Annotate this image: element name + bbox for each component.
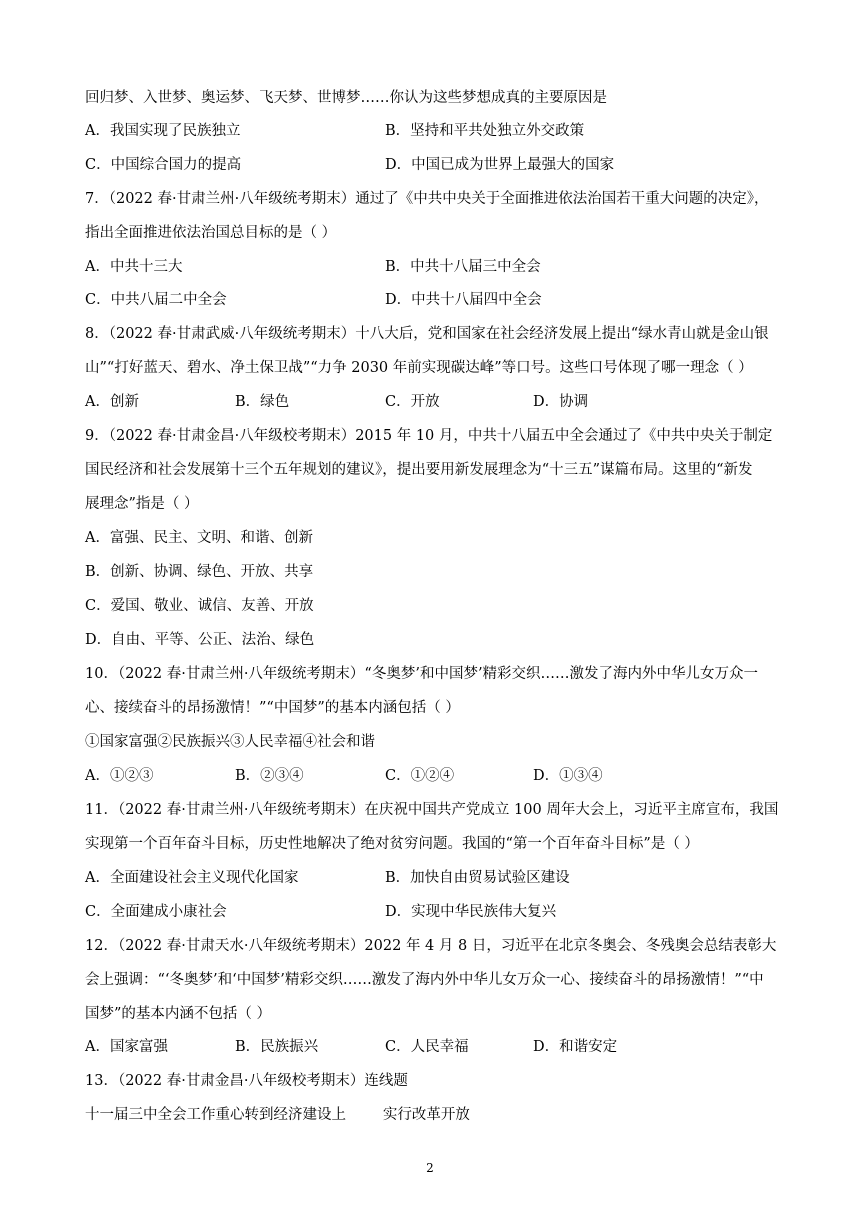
question-8-stem-line2: 山”“打好蓝天、碧水、净土保卫战”“力争 2030 年前实现碳达峰”等口号。这些口号体现了哪一理念（ ） (85, 360, 753, 376)
question-13-matching-row: 十一届三中全会工作重心转到经济建设上 实行改革开放 (85, 1107, 470, 1123)
q11-option-a: A．全面建设社会主义现代化国家 (85, 870, 299, 886)
q8-option-d: D．协调 (533, 394, 589, 410)
q12-option-a: A．国家富强 (85, 1039, 168, 1055)
q12-option-b: B．民族振兴 (235, 1039, 319, 1055)
q9-option-c: C．爱国、敬业、诚信、友善、开放 (85, 598, 314, 614)
q11-option-c: C．全面建成小康社会 (85, 904, 227, 920)
q11-option-b: B．加快自由贸易试验区建设 (385, 870, 570, 886)
q10-option-b: B．②③④ (235, 768, 304, 784)
question-10-stem-line3: ①国家富强②民族振兴③人民幸福④社会和谐 (85, 734, 375, 750)
q6-option-c: C．中国综合国力的提高 (85, 157, 242, 173)
q10-option-d: D．①③④ (533, 768, 603, 784)
question-7-stem-line2: 指出全面推进依法治国总目标的是（ ） (85, 225, 337, 241)
q8-option-b: B．绿色 (235, 394, 290, 410)
question-6-stem: 回归梦、入世梦、奥运梦、飞天梦、世博梦……你认为这些梦想成真的主要原因是 (85, 90, 607, 106)
question-11-stem-line2: 实现第一个百年奋斗目标，历史性地解决了绝对贫穷问题。我国的“第一个百年奋斗目标”是（ ） (85, 836, 699, 852)
q6-option-d: D．中国已成为世界上最强大的国家 (385, 157, 615, 173)
q9-option-a: A．富强、民主、文明、和谐、创新 (85, 530, 313, 546)
question-9-stem-line2: 国民经济和社会发展第十三个五年规划的建议》，提出要用新发展理念为“十三五”谋篇布局。这里的“新发 (85, 462, 753, 478)
question-10-stem-line1: 10．（2022 春·甘肃兰州·八年级统考期末）“冬奥梦’和中国梦’精彩交织……激发了海内外中华儿女万众一 (85, 666, 759, 682)
question-9-stem-line3: 展理念”指是（ ） (85, 496, 199, 512)
q9-option-b: B．创新、协调、绿色、开放、共享 (85, 564, 314, 580)
q7-option-d: D．中共十八届四中全会 (385, 292, 542, 308)
question-10-stem-line2: 心、接续奋斗的昂扬激情！”“中国梦”的基本内涵包括（ ） (85, 700, 460, 716)
q8-option-a: A．创新 (85, 394, 139, 410)
q7-option-a: A．中共十三大 (85, 259, 183, 275)
question-7-stem-line1: 7．（2022 春·甘肃兰州·八年级统考期末）通过了《中共中央关于全面推进依法治国若干重大问题的决定》， (85, 191, 769, 207)
q12-option-c: C．人民幸福 (385, 1039, 469, 1055)
question-11-stem-line1: 11．（2022 春·甘肃兰州·八年级统考期末）在庆祝中国共产党成立 100 周年大会上，习近平主席宣布，我国 (85, 802, 779, 818)
question-12-stem-line3: 国梦”的基本内涵不包括（ ） (85, 1006, 272, 1022)
q6-option-b: B．坚持和平共处独立外交政策 (385, 123, 585, 139)
q12-option-d: D．和谐安定 (533, 1039, 618, 1055)
q7-option-c: C．中共八届二中全会 (85, 292, 227, 308)
q8-option-c: C．开放 (385, 394, 440, 410)
page-number: 2 (426, 1161, 434, 1175)
question-13-stem: 13．（2022 春·甘肃金昌·八年级校考期末）连线题 (85, 1073, 408, 1089)
q9-option-d: D．自由、平等、公正、法治、绿色 (85, 632, 315, 648)
q10-option-c: C．①②④ (385, 768, 455, 784)
question-8-stem-line1: 8．（2022 春·甘肃武威·八年级统考期末）十八大后，党和国家在社会经济发展上提出“绿水青山就是金山银 (85, 326, 769, 342)
q10-option-a: A．①②③ (85, 768, 154, 784)
q11-option-d: D．实现中华民族伟大复兴 (385, 904, 557, 920)
question-9-stem-line1: 9．（2022 春·甘肃金昌·八年级校考期末）2015 年 10 月，中共十八届五中全会通过了《中共中央关于制定 (85, 428, 773, 444)
q7-option-b: B．中共十八届三中全会 (385, 259, 541, 275)
question-12-stem-line2: 会上强调：“‘冬奥梦’和‘中国梦’精彩交织……激发了海内外中华儿女万众一心、接续奋斗的昂扬激情！”“中 (85, 972, 764, 988)
q6-option-a: A．我国实现了民族独立 (85, 123, 241, 139)
question-12-stem-line1: 12．（2022 春·甘肃天水·八年级统考期末）2022 年 4 月 8 日，习近平在北京冬奥会、冬残奥会总结表彰大 (85, 938, 777, 954)
